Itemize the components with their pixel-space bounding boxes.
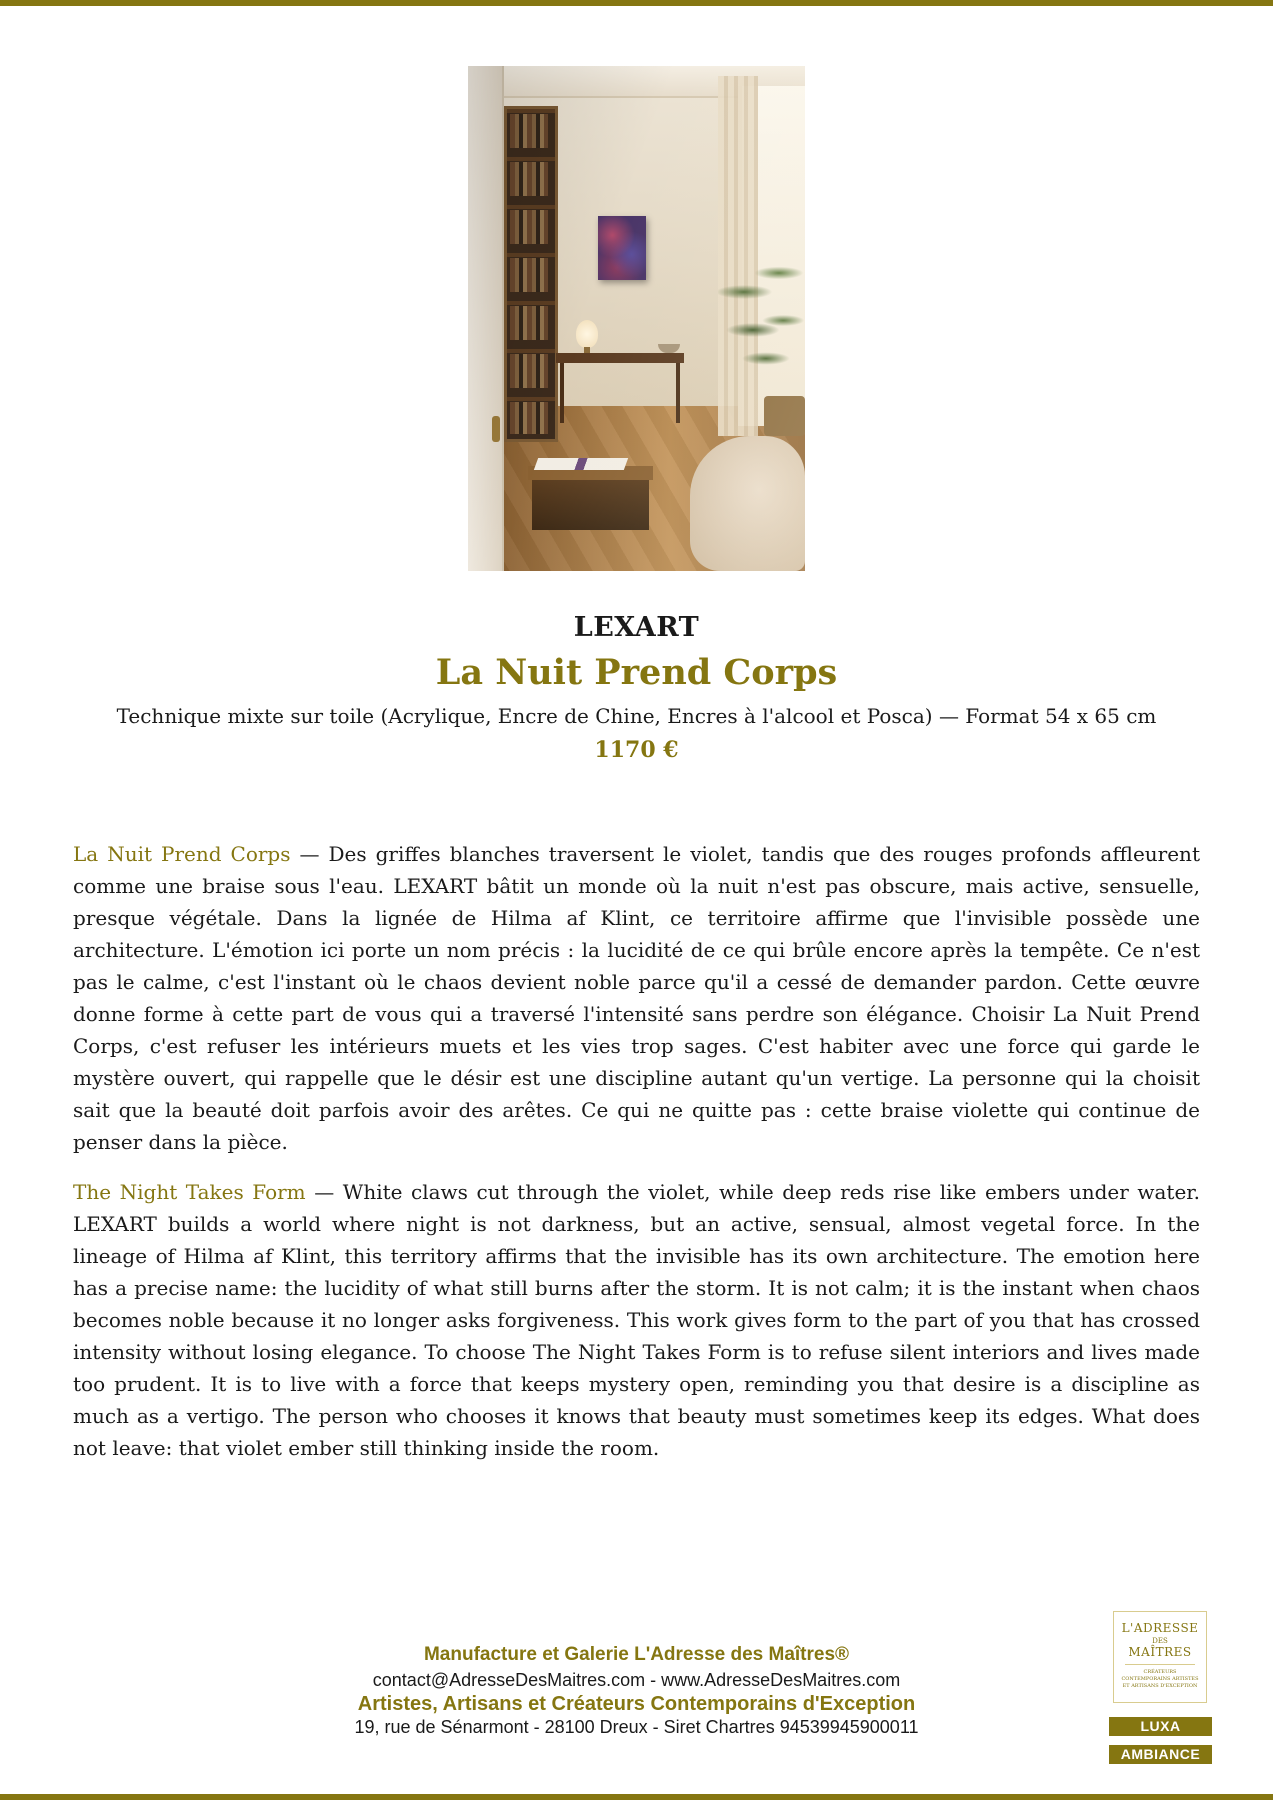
logo-divider xyxy=(1125,1664,1195,1665)
luxa-badge: LUXA xyxy=(1109,1717,1212,1736)
description-en xyxy=(73,1176,1200,1464)
artwork-room-image xyxy=(468,66,805,571)
footer-tagline: Artistes, Artisans et Créateurs Contemporains d'Exception xyxy=(357,1693,916,1715)
logo-line-4: CRÉATEURS CONTEMPORAINS ARTISTES ET ARTISANS D'EXCEPTION xyxy=(1121,1669,1199,1689)
logo-line-3: MAÎTRES xyxy=(1128,1645,1192,1659)
artwork-price: 1170 € xyxy=(594,737,679,763)
footer-company: Manufacture et Galerie L'Adresse des Maîtres® xyxy=(423,1644,850,1665)
description-fr-text: — Des griffes blanches traversent le violet, tandis que des rouges profonds affleurent comme une braise sous l'eau. LEXART bâtit un monde où la nuit n'est pas obscure, mais active, sensuelle, presque végétale. Dans la lignée de Hilma af Klint, ce territoire affirme que l'invisible possède une architecture. L'émotion ici porte un nom précis : la lucidité de ce qui brûle encore après la tempête. Ce n'est pas le calme, c'est l'instant où le chaos devient noble parce qu'il a cessé de demander pardon. Cette œuvre donne forme à cette part de vous qui a traversé l'intensité sans perdre son élégance. Choisir La Nuit Prend Corps, c'est refuser les intérieurs muets et les vies trop sages. C'est habiter avec une force qui garde le mystère ouvert, qui rappelle que le désir est une discipline autant qu'un vertige. La personne qui la choisit sait que la beauté doit parfois avoir des arêtes. Ce qui ne quitte pas : cette braise violette qui continue de penser dans la pièce. xyxy=(73,842,1200,1154)
description-fr-lead: La Nuit Prend Corps xyxy=(73,842,291,866)
footer-address: 19, rue de Sénarmont - 28100 Dreux - Siret Chartres 94539945900011 xyxy=(354,1717,919,1737)
artwork-technique: Technique mixte sur toile (Acrylique, Encre de Chine, Encres à l'alcool et Posca) — Format 54 x 65 cm xyxy=(116,704,1157,728)
artwork-title: La Nuit Prend Corps xyxy=(435,652,838,693)
top-accent-bar xyxy=(0,0,1273,6)
logo-line-2: DES xyxy=(1152,1637,1168,1645)
description-en-text: — White claws cut through the violet, while deep reds rise like embers under water. LEXART builds a world where night is not darkness, but an active, sensual, almost vegetal force. In the lineage of Hilma af Klint, this territory affirms that the invisible has its own architecture. The emotion here has a precise name: the lucidity of what still burns after the storm. It is not calm; it is the instant when chaos becomes noble because it no longer asks forgiveness. This work gives form to the part of you that has crossed intensity without losing elegance. To choose The Night Takes Form is to refuse silent interiors and lives made too prudent. It is to live with a force that keeps mystery open, reminding you that desire is a discipline as much as a vertigo. The person who chooses it knows that beauty must sometimes keep its edges. What does not leave: that violet ember still thinking inside the room. xyxy=(73,1180,1201,1460)
artist-name: LEXART xyxy=(573,612,700,643)
description xyxy=(73,838,1200,1482)
description-fr xyxy=(73,838,1200,1158)
description-en-lead: The Night Takes Form xyxy=(73,1180,306,1204)
footer-contact: contact@AdresseDesMaitres.com - www.AdresseDesMaitres.com xyxy=(372,1670,901,1690)
ambiance-badge: AMBIANCE xyxy=(1109,1745,1212,1764)
gallery-logo xyxy=(1113,1611,1207,1703)
logo-line-1: L'ADRESSE xyxy=(1121,1621,1199,1635)
bottom-accent-bar xyxy=(0,1794,1273,1800)
